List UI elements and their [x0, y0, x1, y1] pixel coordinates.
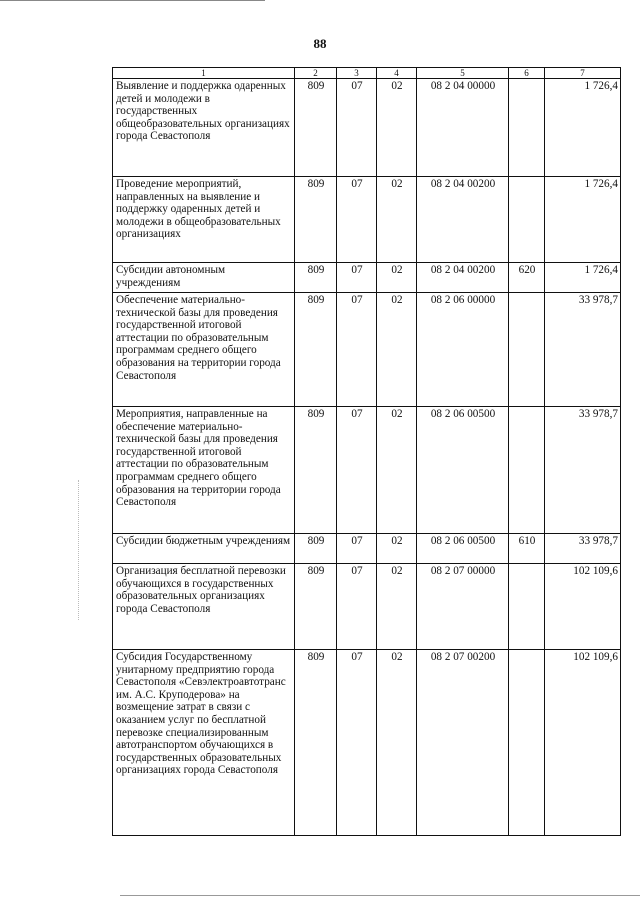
row-subsection-code: 02: [377, 293, 417, 407]
row-amount: 33 978,7: [545, 293, 621, 407]
bottom-scan-rule: [120, 895, 640, 896]
row-name: Мероприятия, направленные на обеспечение материально-технической базы для проведения государственной итоговой аттестации по образовательным программам среднего общего образования на территории города Севастополя: [113, 407, 295, 534]
row-expense-type: 610: [509, 534, 545, 564]
row-name: Субсидия Государственному унитарному предприятию города Севастополя «Севэлектроавтотранс им. А.С. Круподерова» на возмещение затрат в связи с оказанием услуг по бесплатной перевозке специализированным автотранспортом обучающихся в государственных образовательных организациях города Севастополя: [113, 650, 295, 836]
row-ministry-code: 809: [295, 293, 337, 407]
row-ministry-code: 809: [295, 650, 337, 836]
row-target-code: 08 2 04 00000: [417, 79, 509, 177]
row-amount: 1 726,4: [545, 263, 621, 293]
row-expense-type: 620: [509, 263, 545, 293]
table-row: [113, 79, 621, 177]
row-ministry-code: 809: [295, 263, 337, 293]
header-cell: 4: [377, 68, 417, 79]
row-name: Обеспечение материально-технической базы для проведения государственной итоговой аттестации по образовательным программам среднего общего образования на территории города Севастополя: [113, 293, 295, 407]
row-amount: 1 726,4: [545, 177, 621, 263]
row-section-code: 07: [337, 564, 377, 650]
row-expense-type: [509, 407, 545, 534]
row-amount: 33 978,7: [545, 407, 621, 534]
table-row: [113, 407, 621, 534]
row-section-code: 07: [337, 534, 377, 564]
row-amount: 102 109,6: [545, 564, 621, 650]
row-ministry-code: 809: [295, 564, 337, 650]
header-cell: 5: [417, 68, 509, 79]
header-cell: 6: [509, 68, 545, 79]
row-subsection-code: 02: [377, 79, 417, 177]
table-header-row: [113, 68, 621, 79]
row-section-code: 07: [337, 293, 377, 407]
row-expense-type: [509, 79, 545, 177]
row-amount: 33 978,7: [545, 534, 621, 564]
table-row: [113, 650, 621, 836]
row-subsection-code: 02: [377, 564, 417, 650]
row-name: Проведение мероприятий, направленных на выявление и поддержку одаренных детей и молодежи в общеобразовательных организациях: [113, 177, 295, 263]
row-target-code: 08 2 07 00000: [417, 564, 509, 650]
row-section-code: 07: [337, 407, 377, 534]
row-subsection-code: 02: [377, 534, 417, 564]
header-cell: 1: [113, 68, 295, 79]
row-target-code: 08 2 06 00500: [417, 534, 509, 564]
table-row: [113, 263, 621, 293]
budget-table: [112, 67, 621, 836]
row-section-code: 07: [337, 650, 377, 836]
row-ministry-code: 809: [295, 79, 337, 177]
row-expense-type: [509, 564, 545, 650]
top-scan-rule: [0, 0, 265, 1]
row-ministry-code: 809: [295, 534, 337, 564]
row-target-code: 08 2 06 00000: [417, 293, 509, 407]
table-row: [113, 177, 621, 263]
row-expense-type: [509, 177, 545, 263]
row-name: Субсидии автономным учреждениям: [113, 263, 295, 293]
table-row: [113, 534, 621, 564]
row-subsection-code: 02: [377, 263, 417, 293]
row-ministry-code: 809: [295, 177, 337, 263]
row-name: Выявление и поддержка одаренных детей и молодежи в государственных общеобразовательных организациях города Севастополя: [113, 79, 295, 177]
table-row: [113, 564, 621, 650]
row-expense-type: [509, 293, 545, 407]
row-section-code: 07: [337, 79, 377, 177]
row-target-code: 08 2 04 00200: [417, 263, 509, 293]
row-amount: 1 726,4: [545, 79, 621, 177]
row-subsection-code: 02: [377, 650, 417, 836]
row-amount: 102 109,6: [545, 650, 621, 836]
row-name: Субсидии бюджетным учреждениям: [113, 534, 295, 564]
row-section-code: 07: [337, 177, 377, 263]
header-cell: 3: [337, 68, 377, 79]
margin-dots: [78, 480, 79, 620]
row-subsection-code: 02: [377, 407, 417, 534]
table-row: [113, 293, 621, 407]
row-ministry-code: 809: [295, 407, 337, 534]
page-number: 88: [313, 36, 327, 51]
row-target-code: 08 2 07 00200: [417, 650, 509, 836]
header-cell: 2: [295, 68, 337, 79]
row-expense-type: [509, 650, 545, 836]
row-target-code: 08 2 06 00500: [417, 407, 509, 534]
row-name: Организация бесплатной перевозки обучающихся в государственных образовательных организациях города Севастополя: [113, 564, 295, 650]
row-target-code: 08 2 04 00200: [417, 177, 509, 263]
header-cell: 7: [545, 68, 621, 79]
row-subsection-code: 02: [377, 177, 417, 263]
row-section-code: 07: [337, 263, 377, 293]
